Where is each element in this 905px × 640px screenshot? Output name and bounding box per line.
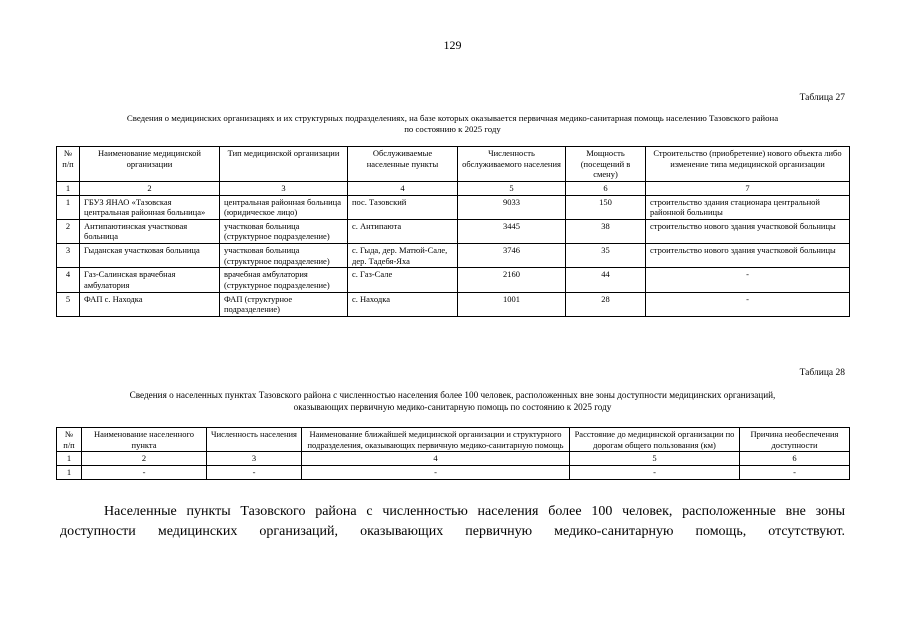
table-cell: центральная районная больница (юридическое лицо) bbox=[220, 195, 348, 219]
table-cell: строительство здания стационара центральной районной больницы bbox=[646, 195, 850, 219]
table-cell: Гыданская участковая больница bbox=[80, 244, 220, 268]
table28-caption bbox=[60, 390, 845, 413]
table-cell: 44 bbox=[566, 268, 646, 292]
table-cell: 2 bbox=[57, 219, 80, 243]
table-cell: - bbox=[740, 465, 850, 479]
table-cell: 1 bbox=[57, 195, 80, 219]
page-number: 129 bbox=[443, 38, 462, 52]
conclusion-paragraph: Населенные пункты Тазовского района с численностью населения более 100 человек, расположенные вне зоны доступности медицинских организаций, оказывающих первичную медико-санитарную помощь, отсутствуют. bbox=[60, 504, 845, 540]
table27-header-row bbox=[57, 147, 850, 182]
table-cell: - bbox=[302, 465, 570, 479]
table-cell: 4 bbox=[348, 181, 458, 195]
table-cell: Антипаютинская участковая больница bbox=[80, 219, 220, 243]
table-cell: 6 bbox=[566, 181, 646, 195]
table-cell: 2 bbox=[80, 181, 220, 195]
table-cell: 4 bbox=[57, 268, 80, 292]
table27-caption-line2: по состоянию к 2025 году bbox=[404, 123, 501, 134]
table-cell: строительство нового здания участковой больницы bbox=[646, 244, 850, 268]
table28-caption-line1: Сведения о населенных пунктах Тазовского района с численностью населения более 100 человек, расположенных вне зоны доступности медицинских организаций, bbox=[129, 390, 776, 400]
table-cell: 2160 bbox=[458, 268, 566, 292]
table28-caption-line2: оказывающих первичную медико-санитарную помощь по состоянию к 2025 году bbox=[293, 401, 612, 412]
table-cell: с. Газ-Сале bbox=[348, 268, 458, 292]
table-cell: 4 bbox=[302, 452, 570, 466]
table28-header-cell: Наименование населенного пункта bbox=[82, 428, 207, 452]
table-cell: с. Находка bbox=[348, 292, 458, 316]
table-cell: - bbox=[646, 292, 850, 316]
table-cell: 3 bbox=[57, 244, 80, 268]
table-cell: Газ-Салинская врачебная амбулатория bbox=[80, 268, 220, 292]
table-cell: 1 bbox=[57, 465, 82, 479]
table-cell: 35 bbox=[566, 244, 646, 268]
table-row bbox=[57, 465, 850, 479]
table-cell: 5 bbox=[57, 292, 80, 316]
table27-header-cell: Мощность (посещений в смену) bbox=[566, 147, 646, 182]
table-cell: 150 bbox=[566, 195, 646, 219]
table-cell: ФАП (структурное подразделение) bbox=[220, 292, 348, 316]
table-row bbox=[57, 219, 850, 243]
table27 bbox=[56, 146, 850, 317]
table-cell: участковая больница (структурное подразделение) bbox=[220, 219, 348, 243]
table-cell: 3746 bbox=[458, 244, 566, 268]
table28 bbox=[56, 427, 850, 480]
table-cell: 1001 bbox=[458, 292, 566, 316]
table28-header-cell: Расстояние до медицинской организации по дорогам общего пользования (км) bbox=[570, 428, 740, 452]
table28-header-cell: Причина необеспечения доступности bbox=[740, 428, 850, 452]
table-cell: 3 bbox=[207, 452, 302, 466]
table-cell: с. Гыда, дер. Матюй-Сале, дер. Тадебя-Яха bbox=[348, 244, 458, 268]
table-cell: 3445 bbox=[458, 219, 566, 243]
table28-header-row bbox=[57, 428, 850, 452]
table27-caption bbox=[60, 113, 845, 135]
table27-index-row bbox=[57, 181, 850, 195]
table-cell: 2 bbox=[82, 452, 207, 466]
table-cell: 1 bbox=[57, 452, 82, 466]
table-row bbox=[57, 292, 850, 316]
table-cell: 5 bbox=[458, 181, 566, 195]
table-row bbox=[57, 268, 850, 292]
table27-header-cell: Строительство (приобретение) нового объекта либо изменение типа медицинской организации bbox=[646, 147, 850, 182]
table-row bbox=[57, 244, 850, 268]
table27-header-cell: Обслуживаемые населенные пункты bbox=[348, 147, 458, 182]
table27-label: Таблица 27 bbox=[799, 93, 845, 103]
table-cell: 38 bbox=[566, 219, 646, 243]
table-cell: 6 bbox=[740, 452, 850, 466]
table-cell: 7 bbox=[646, 181, 850, 195]
table-cell: врачебная амбулатория (структурное подразделение) bbox=[220, 268, 348, 292]
table-cell: 5 bbox=[570, 452, 740, 466]
table-cell: ГБУЗ ЯНАО «Тазовская центральная районная больница» bbox=[80, 195, 220, 219]
table-cell: - bbox=[82, 465, 207, 479]
table28-header-cell: Численность населения bbox=[207, 428, 302, 452]
table27-header-cell: Тип медицинской организации bbox=[220, 147, 348, 182]
table-cell: - bbox=[646, 268, 850, 292]
table28-header-cell: Наименование ближайшей медицинской организации и структурного подразделения, оказывающих первичную медико-санитарную помощь bbox=[302, 428, 570, 452]
table27-header-cell: Наименование медицинской организации bbox=[80, 147, 220, 182]
table28-index-row bbox=[57, 452, 850, 466]
table-cell: 9033 bbox=[458, 195, 566, 219]
table-cell: участковая больница (структурное подразделение) bbox=[220, 244, 348, 268]
table27-header-cell: № п/п bbox=[57, 147, 80, 182]
table-cell: пос. Тазовский bbox=[348, 195, 458, 219]
table-row bbox=[57, 195, 850, 219]
table27-header-cell: Численность обслуживаемого населения bbox=[458, 147, 566, 182]
table-cell: - bbox=[207, 465, 302, 479]
table-cell: ФАП с. Находка bbox=[80, 292, 220, 316]
table-cell: 3 bbox=[220, 181, 348, 195]
table27-caption-line1: Сведения о медицинских организациях и их структурных подразделениях, на базе которых оказывается первичная медико-санитарная помощь населению Тазовского района bbox=[126, 113, 779, 123]
table28-header-cell: № п/п bbox=[57, 428, 82, 452]
table-cell: с. Антипаюта bbox=[348, 219, 458, 243]
table-cell: - bbox=[570, 465, 740, 479]
table28-label: Таблица 28 bbox=[799, 368, 845, 378]
table-cell: строительство нового здания участковой больницы bbox=[646, 219, 850, 243]
table-cell: 1 bbox=[57, 181, 80, 195]
table-cell: 28 bbox=[566, 292, 646, 316]
